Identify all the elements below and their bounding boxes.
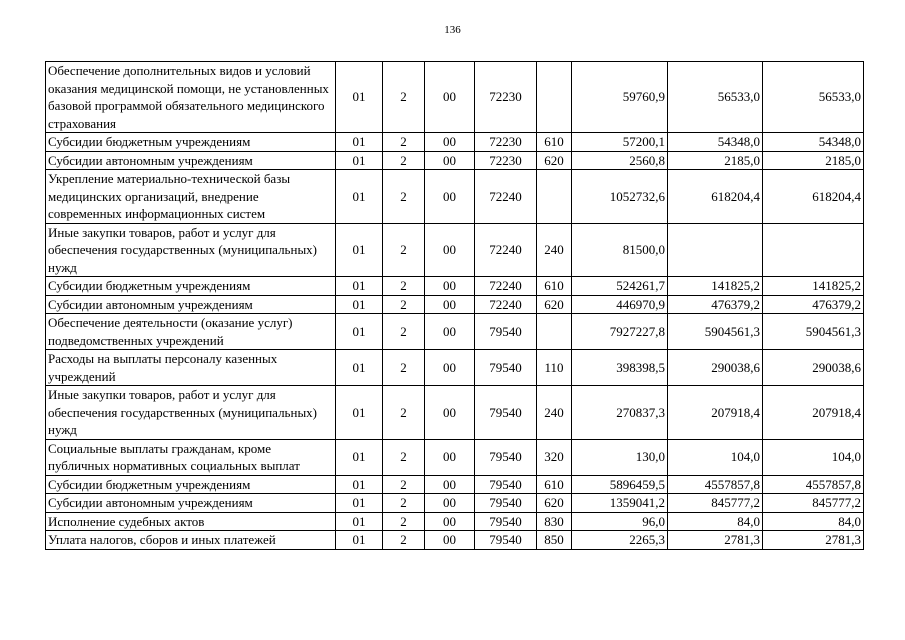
amount-3-cell <box>763 223 864 277</box>
code-section-cell: 01 <box>336 133 383 152</box>
table-row <box>46 439 864 475</box>
code-program-cell: 2 <box>383 62 425 133</box>
row-name-cell: Укрепление материально-технической базы медицинских организаций, внедрение современных информационных систем <box>46 170 336 224</box>
amount-3-cell: 2781,3 <box>763 531 864 550</box>
code-subprogram-cell: 00 <box>425 439 475 475</box>
code-expense-type-cell <box>537 170 572 224</box>
code-expense-type-cell: 850 <box>537 531 572 550</box>
code-subprogram-cell: 00 <box>425 277 475 296</box>
amount-2-cell: 56533,0 <box>668 62 763 133</box>
code-target-cell: 79540 <box>475 512 537 531</box>
code-expense-type-cell: 610 <box>537 475 572 494</box>
amount-1-cell: 1359041,2 <box>572 494 668 513</box>
amount-3-cell: 845777,2 <box>763 494 864 513</box>
code-expense-type-cell: 240 <box>537 223 572 277</box>
amount-3-cell: 4557857,8 <box>763 475 864 494</box>
code-expense-type-cell: 110 <box>537 350 572 386</box>
amount-2-cell: 207918,4 <box>668 386 763 440</box>
code-program-cell: 2 <box>383 512 425 531</box>
table-row <box>46 277 864 296</box>
code-program-cell: 2 <box>383 151 425 170</box>
amount-2-cell <box>668 223 763 277</box>
code-target-cell: 72230 <box>475 133 537 152</box>
amount-3-cell: 618204,4 <box>763 170 864 224</box>
code-subprogram-cell: 00 <box>425 151 475 170</box>
code-target-cell: 72230 <box>475 151 537 170</box>
amount-3-cell: 2185,0 <box>763 151 864 170</box>
code-target-cell: 79540 <box>475 314 537 350</box>
row-name-cell: Исполнение судебных актов <box>46 512 336 531</box>
table-row <box>46 295 864 314</box>
table-row <box>46 350 864 386</box>
code-expense-type-cell: 610 <box>537 277 572 296</box>
code-section-cell: 01 <box>336 350 383 386</box>
code-section-cell: 01 <box>336 62 383 133</box>
code-expense-type-cell <box>537 62 572 133</box>
code-target-cell: 72240 <box>475 295 537 314</box>
code-section-cell: 01 <box>336 475 383 494</box>
table-row <box>46 386 864 440</box>
code-section-cell: 01 <box>336 531 383 550</box>
code-program-cell: 2 <box>383 439 425 475</box>
amount-3-cell: 5904561,3 <box>763 314 864 350</box>
code-subprogram-cell: 00 <box>425 223 475 277</box>
amount-1-cell: 57200,1 <box>572 133 668 152</box>
code-subprogram-cell: 00 <box>425 494 475 513</box>
code-subprogram-cell: 00 <box>425 350 475 386</box>
row-name-cell: Уплата налогов, сборов и иных платежей <box>46 531 336 550</box>
code-section-cell: 01 <box>336 494 383 513</box>
code-program-cell: 2 <box>383 531 425 550</box>
row-name-cell: Субсидии бюджетным учреждениям <box>46 475 336 494</box>
amount-3-cell: 54348,0 <box>763 133 864 152</box>
amount-3-cell: 290038,6 <box>763 350 864 386</box>
row-name-cell: Субсидии бюджетным учреждениям <box>46 133 336 152</box>
amount-1-cell: 1052732,6 <box>572 170 668 224</box>
code-program-cell: 2 <box>383 350 425 386</box>
code-subprogram-cell: 00 <box>425 475 475 494</box>
code-section-cell: 01 <box>336 223 383 277</box>
amount-2-cell: 104,0 <box>668 439 763 475</box>
code-subprogram-cell: 00 <box>425 512 475 531</box>
code-target-cell: 79540 <box>475 386 537 440</box>
amount-3-cell: 207918,4 <box>763 386 864 440</box>
table-row <box>46 170 864 224</box>
row-name-cell: Субсидии автономным учреждениям <box>46 494 336 513</box>
amount-3-cell: 104,0 <box>763 439 864 475</box>
code-expense-type-cell: 620 <box>537 494 572 513</box>
amount-2-cell: 84,0 <box>668 512 763 531</box>
code-target-cell: 72240 <box>475 170 537 224</box>
amount-1-cell: 2265,3 <box>572 531 668 550</box>
row-name-cell: Социальные выплаты гражданам, кроме публичных нормативных социальных выплат <box>46 439 336 475</box>
amount-2-cell: 2185,0 <box>668 151 763 170</box>
table-row <box>46 151 864 170</box>
budget-table <box>45 61 864 550</box>
table-row <box>46 475 864 494</box>
code-target-cell: 72240 <box>475 277 537 296</box>
code-expense-type-cell: 240 <box>537 386 572 440</box>
row-name-cell: Иные закупки товаров, работ и услуг для обеспечения государственных (муниципальных) нужд <box>46 223 336 277</box>
code-subprogram-cell: 00 <box>425 295 475 314</box>
code-subprogram-cell: 00 <box>425 62 475 133</box>
amount-3-cell: 141825,2 <box>763 277 864 296</box>
amount-2-cell: 54348,0 <box>668 133 763 152</box>
amount-1-cell: 59760,9 <box>572 62 668 133</box>
row-name-cell: Субсидии бюджетным учреждениям <box>46 277 336 296</box>
amount-2-cell: 5904561,3 <box>668 314 763 350</box>
row-name-cell: Иные закупки товаров, работ и услуг для обеспечения государственных (муниципальных) нужд <box>46 386 336 440</box>
amount-1-cell: 270837,3 <box>572 386 668 440</box>
code-subprogram-cell: 00 <box>425 386 475 440</box>
code-subprogram-cell: 00 <box>425 314 475 350</box>
code-section-cell: 01 <box>336 277 383 296</box>
code-expense-type-cell: 320 <box>537 439 572 475</box>
code-section-cell: 01 <box>336 314 383 350</box>
amount-2-cell: 845777,2 <box>668 494 763 513</box>
amount-3-cell: 56533,0 <box>763 62 864 133</box>
page-number: 136 <box>444 24 461 36</box>
code-section-cell: 01 <box>336 386 383 440</box>
code-target-cell: 79540 <box>475 475 537 494</box>
amount-3-cell: 84,0 <box>763 512 864 531</box>
amount-1-cell: 130,0 <box>572 439 668 475</box>
code-section-cell: 01 <box>336 439 383 475</box>
amount-1-cell: 446970,9 <box>572 295 668 314</box>
table-row <box>46 133 864 152</box>
code-subprogram-cell: 00 <box>425 133 475 152</box>
code-program-cell: 2 <box>383 386 425 440</box>
code-program-cell: 2 <box>383 223 425 277</box>
amount-2-cell: 290038,6 <box>668 350 763 386</box>
table-row <box>46 512 864 531</box>
amount-1-cell: 7927227,8 <box>572 314 668 350</box>
code-target-cell: 72230 <box>475 62 537 133</box>
table-row <box>46 494 864 513</box>
table-row <box>46 223 864 277</box>
code-program-cell: 2 <box>383 314 425 350</box>
row-name-cell: Субсидии автономным учреждениям <box>46 151 336 170</box>
amount-1-cell: 96,0 <box>572 512 668 531</box>
row-name-cell: Обеспечение деятельности (оказание услуг) подведомственных учреждений <box>46 314 336 350</box>
code-program-cell: 2 <box>383 494 425 513</box>
table-row <box>46 62 864 133</box>
code-section-cell: 01 <box>336 170 383 224</box>
row-name-cell: Субсидии автономным учреждениям <box>46 295 336 314</box>
row-name-cell: Расходы на выплаты персоналу казенных учреждений <box>46 350 336 386</box>
code-expense-type-cell: 620 <box>537 151 572 170</box>
table-row <box>46 314 864 350</box>
code-section-cell: 01 <box>336 295 383 314</box>
code-program-cell: 2 <box>383 295 425 314</box>
amount-2-cell: 618204,4 <box>668 170 763 224</box>
code-subprogram-cell: 00 <box>425 531 475 550</box>
amount-2-cell: 2781,3 <box>668 531 763 550</box>
amount-1-cell: 81500,0 <box>572 223 668 277</box>
code-expense-type-cell: 830 <box>537 512 572 531</box>
code-expense-type-cell <box>537 314 572 350</box>
amount-1-cell: 5896459,5 <box>572 475 668 494</box>
code-target-cell: 79540 <box>475 350 537 386</box>
code-section-cell: 01 <box>336 512 383 531</box>
amount-3-cell: 476379,2 <box>763 295 864 314</box>
amount-1-cell: 524261,7 <box>572 277 668 296</box>
amount-1-cell: 2560,8 <box>572 151 668 170</box>
amount-1-cell: 398398,5 <box>572 350 668 386</box>
code-program-cell: 2 <box>383 277 425 296</box>
code-target-cell: 79540 <box>475 439 537 475</box>
table-row <box>46 531 864 550</box>
code-subprogram-cell: 00 <box>425 170 475 224</box>
code-target-cell: 79540 <box>475 494 537 513</box>
code-section-cell: 01 <box>336 151 383 170</box>
amount-2-cell: 141825,2 <box>668 277 763 296</box>
code-program-cell: 2 <box>383 475 425 494</box>
amount-2-cell: 4557857,8 <box>668 475 763 494</box>
code-target-cell: 72240 <box>475 223 537 277</box>
code-expense-type-cell: 620 <box>537 295 572 314</box>
code-expense-type-cell: 610 <box>537 133 572 152</box>
code-program-cell: 2 <box>383 133 425 152</box>
code-program-cell: 2 <box>383 170 425 224</box>
code-target-cell: 79540 <box>475 531 537 550</box>
amount-2-cell: 476379,2 <box>668 295 763 314</box>
row-name-cell: Обеспечение дополнительных видов и условий оказания медицинской помощи, не установленных базовой программой обязательного медицинского страхования <box>46 62 336 133</box>
